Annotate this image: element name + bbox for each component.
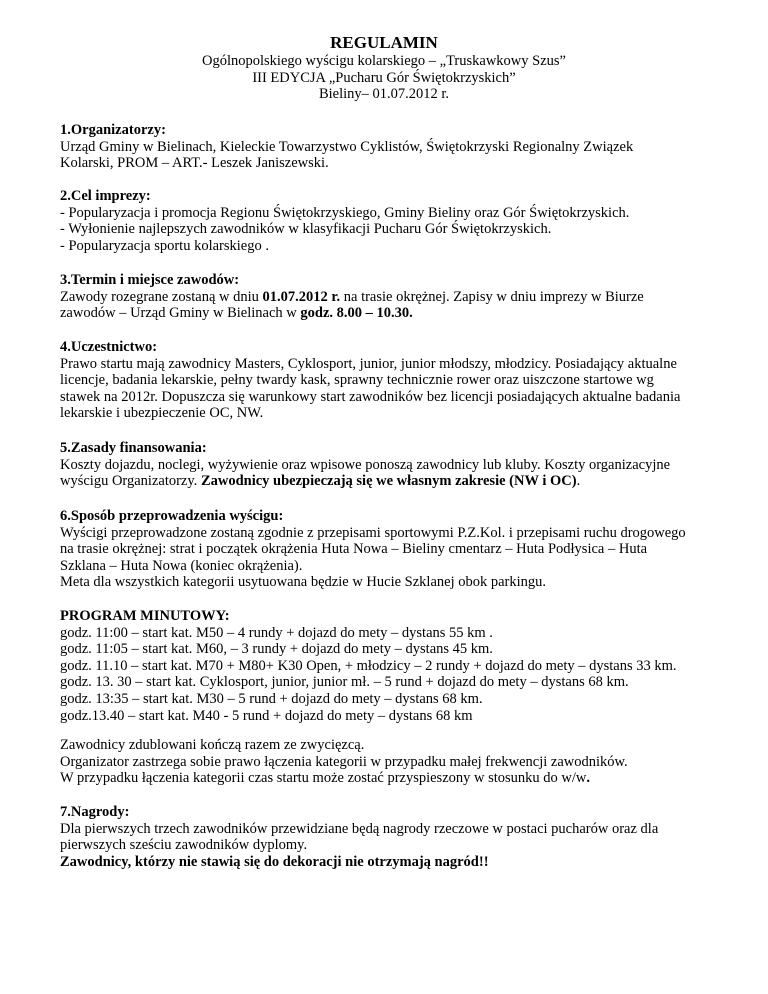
section-financing: [60, 440, 740, 490]
text-run: Zawody rozegrane zostaną w dniu: [60, 288, 263, 305]
section-participation: [60, 339, 740, 422]
text-run: W przypadku łączenia kategorii czas startu może zostać przyspieszony w stosunku do w/w: [60, 770, 587, 787]
section-heading: 2.Cel imprezy:: [60, 188, 151, 204]
section-race-method: [60, 508, 740, 591]
section-heading: 4.Uczestnictwo:: [60, 339, 158, 355]
section-heading: 1.Organizatorzy:: [60, 122, 166, 138]
section-prizes: [60, 804, 740, 870]
text-line: licencje, badania lekarskie, pełny twardy kask, sprawny technicznie rower oraz uiszczone startowe wg: [60, 372, 654, 389]
section-goals: [60, 188, 740, 254]
section-heading: 3.Termin i miejsce zawodów:: [60, 272, 240, 288]
text-line: Wyścigi przeprowadzone zostaną zgodnie z przepisami sportowymi P.Z.Kol. i przepisami ruchu drogowego: [60, 524, 686, 541]
text-line: Meta dla wszystkich kategorii usytuowana będzie w Hucie Szklanej obok parkingu.: [60, 574, 547, 591]
program-item: godz. 11:00 – start kat. M50 – 4 rundy + dojazd do mety – dystans 55 km .: [60, 624, 493, 641]
section-heading: 5.Zasady finansowania:: [60, 440, 207, 456]
program-item: godz. 13:35 – start kat. M30 – 5 rund + dojazd do mety – dystans 68 km.: [60, 690, 483, 707]
event-name: Ogólnopolskiego wyścigu kolarskiego – „Truskawkowy Szus”: [202, 53, 566, 69]
section-heading: PROGRAM MINUTOWY:: [60, 608, 230, 624]
text-run: zawodów – Urząd Gminy w Bielinach w: [60, 305, 301, 322]
text-line: Organizator zastrzega sobie prawo łączenia kategorii w przypadku małej frekwencji zawodników.: [60, 753, 628, 770]
event-date: 01.07.2012 r.: [262, 288, 341, 305]
section-notes: [60, 737, 740, 787]
text-line: Szklana – Huta Nowa (koniec okrążenia).: [60, 557, 303, 574]
text-line: [60, 770, 740, 787]
document-title: REGULAMIN: [330, 33, 438, 52]
program-item: godz.13.40 – start kat. M40 - 5 rund + dojazd do mety – dystans 68 km: [60, 707, 473, 724]
list-item: - Popularyzacja i promocja Regionu Świętokrzyskiego, Gminy Bieliny oraz Gór Świętokrzyskich.: [60, 204, 630, 221]
document-header: [0, 34, 768, 103]
text-line: [60, 289, 740, 306]
text-run: wyścigu Organizatorzy.: [60, 473, 201, 490]
section-organizers: [60, 122, 740, 172]
text-line: Dla pierwszych trzech zawodników przewidziane będą nagrody rzeczowe w postaci pucharów oraz dla: [60, 820, 659, 837]
text-line: Kolarski, PROM – ART.- Leszek Janiszewski.: [60, 155, 329, 172]
text-line: [60, 305, 740, 322]
text-line: pierwszych sześciu zawodników dyplomy.: [60, 837, 308, 854]
text-run: na trasie okrężnej. Zapisy w dniu imprezy w Biurze: [340, 288, 644, 305]
section-heading: 7.Nagrody:: [60, 804, 130, 820]
registration-hours: godz. 8.00 – 10.30.: [300, 305, 413, 322]
insurance-note: Zawodnicy ubezpieczają się we własnym zakresie (NW i OC): [200, 473, 577, 490]
text-line: Zawodnicy zdublowani kończą razem ze zwycięzcą.: [60, 737, 365, 753]
text-line: Prawo startu mają zawodnicy Masters, Cyklosport, junior, junior młodszy, młodzicy. Posiadający aktualne: [60, 355, 677, 372]
section-program: [60, 608, 740, 724]
edition-line: III EDYCJA „Pucharu Gór Świętokrzyskich”: [252, 69, 516, 86]
text-line: stawek na 2012r. Dopuszcza się warunkowy start zawodników bez licencji posiadających aktualne badania: [60, 388, 681, 405]
list-item: - Wyłonienie najlepszych zawodników w klasyfikacji Pucharu Gór Świętokrzyskich.: [60, 221, 552, 238]
section-date-place: [60, 272, 740, 322]
text-line: lekarskie i ubezpieczenie OC, NW.: [60, 405, 264, 422]
program-item: godz. 11.10 – start kat. M70 + M80+ K30 Open, + młodzicy – 2 rundy + dojazd do mety – dystans 33 km.: [60, 657, 677, 674]
date-line: Bieliny– 01.07.2012 r.: [318, 86, 450, 103]
text-run: .: [576, 473, 581, 490]
text-line: [60, 473, 740, 490]
text-line: Urząd Gminy w Bielinach, Kieleckie Towarzystwo Cyklistów, Świętokrzyski Regionalny Związek: [60, 138, 634, 155]
section-heading: 6.Sposób przeprowadzenia wyścigu:: [60, 508, 284, 524]
program-item: godz. 11:05 – start kat. M60, – 3 rundy + dojazd do mety – dystans 45 km.: [60, 641, 493, 658]
text-run: .: [586, 770, 591, 787]
text-line: na trasie okrężnej: strat i początek okrążenia Huta Nowa – Bieliny cmentarz – Huta Podłysica – Huta: [60, 541, 648, 558]
program-item: godz. 13. 30 – start kat. Cyklosport, junior, junior mł. – 5 rund + dojazd do mety – dystans 68 km.: [60, 674, 629, 691]
text-line: Koszty dojazdu, noclegi, wyżywienie oraz wpisowe ponoszą zawodnicy lub kluby. Koszty organizacyjne: [60, 456, 671, 473]
prize-warning: Zawodnicy, którzy nie stawią się do dekoracji nie otrzymają nagród!!: [60, 853, 489, 870]
list-item: - Popularyzacja sportu kolarskiego .: [60, 237, 269, 254]
